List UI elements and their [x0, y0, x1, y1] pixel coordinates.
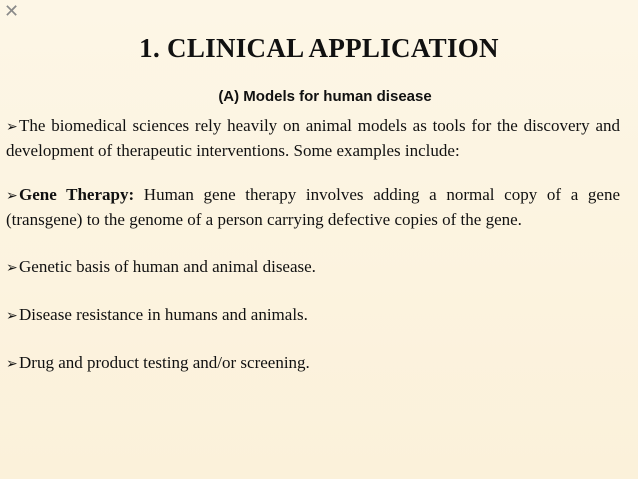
bullet-item [6, 303, 620, 328]
arrowhead-bullet-icon: ➢ [6, 260, 18, 276]
bullet-item [6, 114, 620, 163]
arrowhead-bullet-icon: ➢ [6, 188, 18, 204]
bullet-text: Genetic basis of human and animal disease. [19, 257, 316, 276]
arrowhead-bullet-icon: ➢ [6, 308, 18, 324]
bullet-text: Drug and product testing and/or screening. [19, 353, 310, 372]
bullet-lead: Gene Therapy: [19, 185, 135, 204]
bullet-item [6, 255, 620, 280]
close-x-icon: ✕ [4, 1, 20, 22]
slide-title: 1. CLINICAL APPLICATION [139, 33, 499, 63]
arrowhead-bullet-icon: ➢ [6, 356, 18, 372]
slide-subtitle: (A) Models for human disease [218, 88, 432, 105]
bullet-text: Human gene therapy involves adding a normal copy of a gene (transgene) to the genome of a person carrying defective copies of the gene. [6, 185, 621, 229]
bullet-text: The biomedical sciences rely heavily on animal models as tools for the discovery and development of therapeutic interventions. Some examples include: [6, 116, 620, 160]
bullet-text: Disease resistance in humans and animals. [19, 305, 308, 324]
bullet-item [6, 351, 620, 376]
arrowhead-bullet-icon: ➢ [6, 119, 18, 135]
bullet-list [6, 114, 620, 376]
bullet-item [6, 183, 620, 232]
